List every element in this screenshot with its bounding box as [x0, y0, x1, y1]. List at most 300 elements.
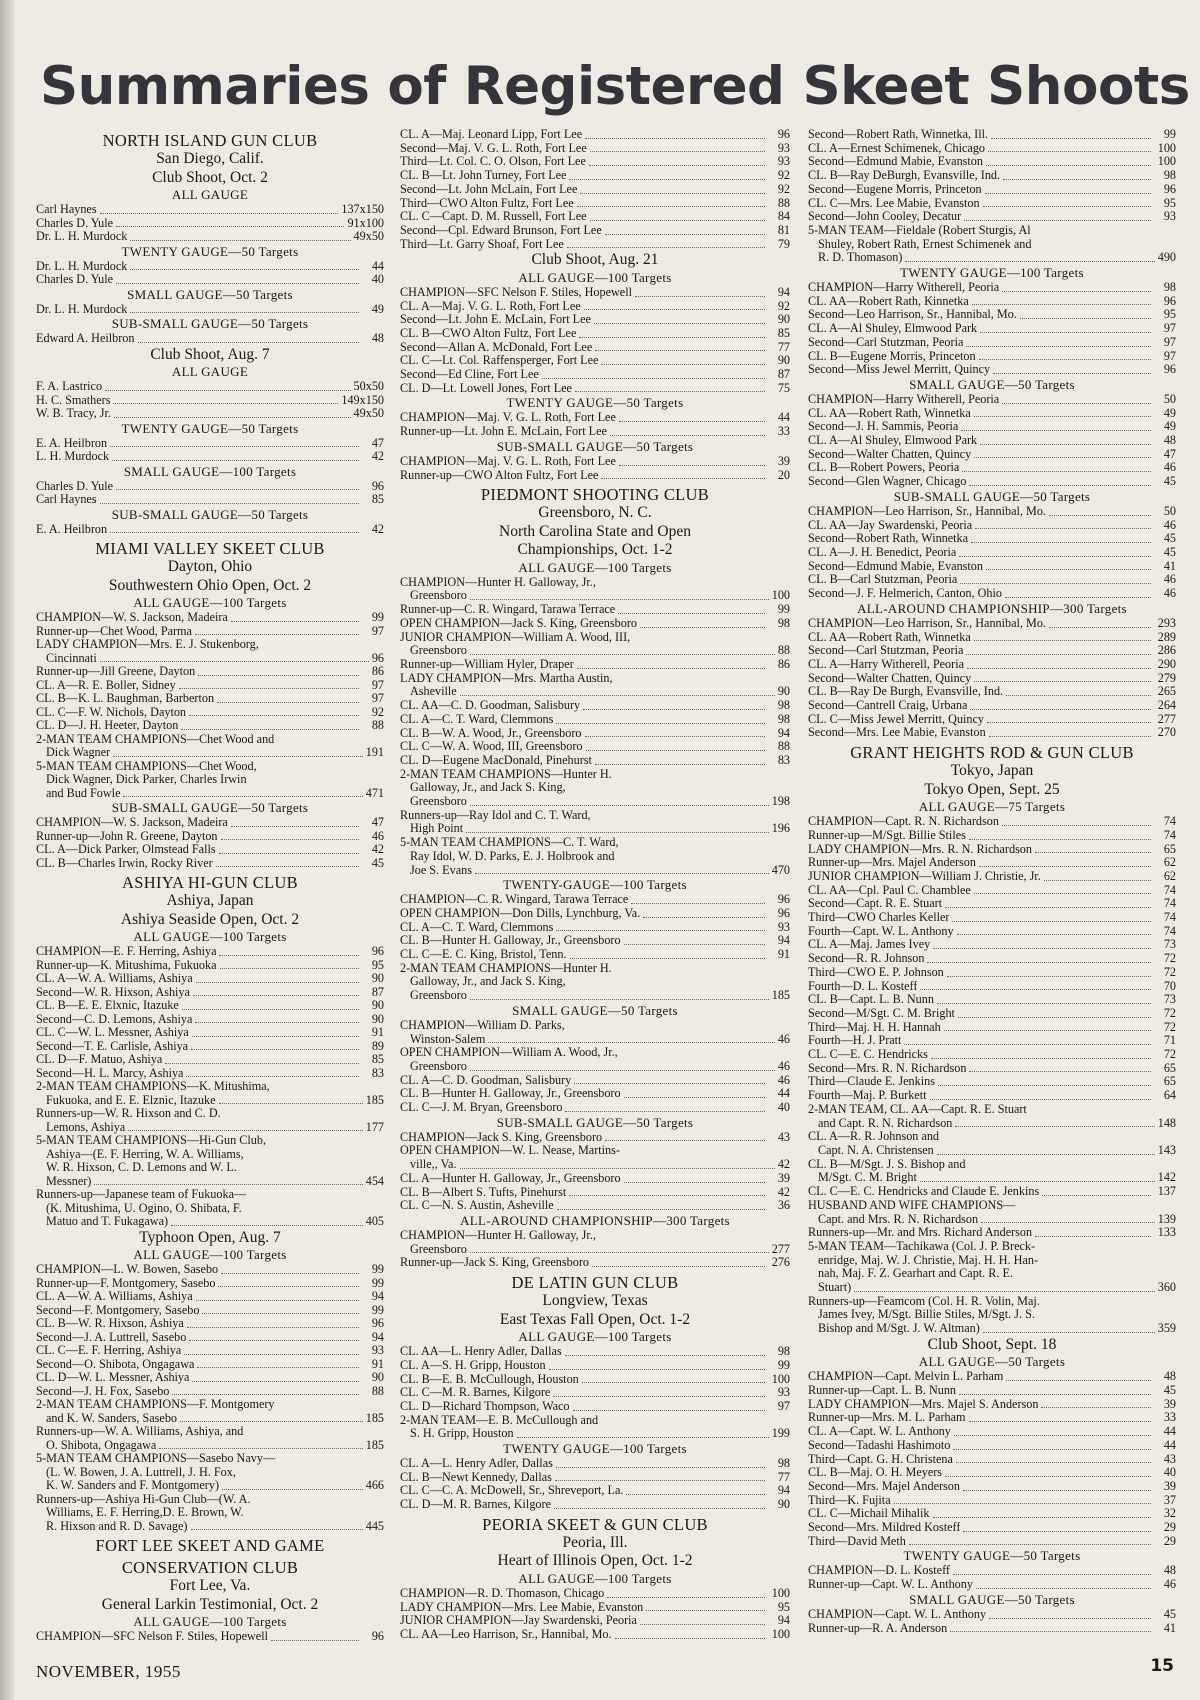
dot-leader	[110, 446, 359, 447]
result-entry	[400, 1400, 790, 1414]
dot-leader	[905, 261, 1154, 262]
score: 44	[1163, 1437, 1176, 1452]
result-entry-multiline	[36, 1452, 384, 1493]
gauge-heading: TWENTY-GAUGE—100 Targets	[503, 877, 687, 893]
dot-leader	[590, 151, 765, 152]
shooter-name: CL. A—Dick Parker, Olmstead Falls	[36, 843, 216, 856]
shooter-name: CL. B—W. A. Wood, Jr., Greensboro	[400, 726, 582, 740]
score: 191	[365, 745, 384, 759]
dot-leader	[979, 359, 1151, 360]
dot-leader	[557, 1209, 765, 1210]
dot-leader	[580, 193, 765, 194]
dot-leader	[113, 756, 363, 757]
shooter-name: LADY CHAMPION—Mrs. Majel S. Anderson	[808, 1397, 1039, 1411]
shooter-name: LADY CHAMPION—Mrs. Lee Mabie, Evanston	[400, 1600, 644, 1614]
gauge-heading: SUB-SMALL GAUGE—50 Targets	[496, 438, 694, 454]
shooter-name: CHAMPION—Maj. V. G. L. Roth, Fort Lee	[400, 411, 616, 425]
shooter-name: CL. B—E. B. McCullough, Houston	[400, 1372, 579, 1386]
score: 88	[371, 718, 384, 732]
entry-line: 2-MAN TEAM CHAMPIONS—Hunter H.	[400, 961, 612, 975]
shooter-name: CL. B—Lt. John Turney, Fort Lee	[400, 169, 567, 183]
result-entry	[808, 169, 1176, 183]
dot-leader	[488, 1042, 774, 1043]
dot-leader	[105, 390, 350, 391]
score: 97	[777, 1398, 790, 1413]
entry-final-line	[400, 1158, 790, 1172]
gauge-heading: SMALL GAUGE—50 Targets	[127, 286, 293, 302]
dot-leader	[605, 234, 765, 235]
dot-leader	[123, 796, 362, 797]
shooter-name: Fourth—Capt. W. L. Anthony	[808, 924, 954, 938]
event-heading: Championships, Oct. 1-2	[517, 541, 673, 559]
dot-leader	[983, 206, 1151, 207]
entry-final-line	[400, 1033, 790, 1047]
result-entry	[808, 884, 1176, 898]
entry-line: Ashiya—(E. F. Herring, W. A. Williams,	[46, 1147, 244, 1161]
score: 45	[371, 855, 384, 870]
score: 277	[771, 1241, 790, 1256]
score: 46	[1163, 517, 1176, 532]
score: 72	[1163, 1047, 1176, 1062]
dot-leader	[186, 1076, 359, 1077]
shooter-name: CL. A—R. E. Boller, Sidney	[36, 678, 176, 692]
dot-leader	[197, 1367, 359, 1368]
shooter-name: Second—F. Montgomery, Sasebo	[36, 1303, 200, 1317]
score: 88	[371, 1383, 384, 1398]
shooter-name: CL. B—Hunter H. Galloway, Jr., Greensboro	[400, 1087, 621, 1101]
result-entry	[808, 658, 1176, 672]
entry-final-line	[36, 1479, 384, 1493]
score: 46	[1163, 572, 1176, 587]
result-entry	[808, 1048, 1176, 1062]
score: 50	[1163, 503, 1176, 518]
score: 74	[1163, 910, 1176, 925]
score: 95	[777, 1599, 790, 1614]
shooter-name: W. B. Tracy, Jr.	[36, 407, 111, 420]
shooter-name: Third—David Meth	[808, 1534, 906, 1548]
dot-leader	[966, 346, 1151, 347]
score: 99	[777, 1357, 790, 1372]
dot-leader	[618, 613, 765, 614]
entry-final-line	[400, 864, 790, 878]
result-entry	[400, 197, 790, 211]
result-entry	[400, 1587, 790, 1601]
shooter-name: Runner-up—Mrs. Majel Anderson	[808, 856, 976, 870]
entry-line: nah, Maj. F. Z. Gearhart and Capt. R. E.	[818, 1267, 1013, 1281]
score: 72	[1163, 964, 1176, 979]
result-entry	[808, 475, 1176, 489]
dot-leader	[969, 1421, 1152, 1422]
result-entry	[36, 679, 384, 693]
entry-line: R. D. Thomason)	[818, 250, 903, 265]
shooter-name: CHAMPION—C. R. Wingard, Tarawa Terrace	[400, 893, 629, 907]
gauge-heading: ALL GAUGE	[171, 187, 249, 202]
result-entry	[400, 327, 790, 341]
dot-leader	[945, 1476, 1151, 1477]
gauge-heading: ALL GAUGE—100 Targets	[133, 1614, 287, 1629]
dot-leader	[961, 430, 1151, 431]
score: 72	[1163, 951, 1176, 966]
score: 199	[771, 1426, 790, 1441]
score: 46	[777, 1058, 790, 1073]
result-entry	[400, 1628, 790, 1642]
dot-leader	[1044, 880, 1151, 881]
entry-line: Greensboro	[410, 643, 467, 658]
entry-line: S. H. Gripp, Houston	[410, 1426, 514, 1441]
dot-leader	[466, 832, 769, 833]
entry-line: CHAMPION—Hunter H. Galloway, Jr.,	[400, 1229, 596, 1242]
dot-leader	[615, 1638, 765, 1639]
dot-leader	[607, 1597, 765, 1598]
result-entry	[808, 281, 1176, 295]
club-name-heading: PIEDMONT SHOOTING CLUB	[480, 485, 710, 505]
score: 46	[777, 1031, 790, 1046]
entry-line: Runners-up—Feamcom (Col. H. R. Volin, Maj.	[808, 1294, 1040, 1308]
dot-leader	[128, 1130, 363, 1131]
score: 32	[1163, 1506, 1176, 1521]
club-name-heading: NORTH ISLAND GUN CLUB	[102, 131, 318, 150]
score: 98	[777, 698, 790, 713]
score: 91	[777, 947, 790, 962]
dot-leader	[470, 805, 769, 806]
result-entry	[808, 1226, 1176, 1240]
score: 98	[1163, 280, 1176, 295]
score: 48	[371, 331, 384, 345]
score: 40	[371, 272, 384, 286]
score: 137x150	[341, 202, 384, 216]
result-entry	[36, 260, 384, 274]
event-heading: Ashiya, Japan	[166, 892, 254, 909]
score: 289	[1157, 629, 1176, 644]
entry-line: OPEN CHAMPION—W. L. Nease, Martins-	[400, 1144, 620, 1158]
dot-leader	[583, 709, 765, 710]
result-entry	[400, 617, 790, 631]
entry-final-line	[36, 652, 384, 666]
result-entry	[400, 1373, 790, 1387]
score: 33	[777, 424, 790, 439]
dot-leader	[231, 621, 359, 622]
shooter-name: CL. A—Maj. James Ivey	[808, 938, 931, 952]
result-entry	[808, 308, 1176, 322]
shooter-name: Second—M/Sgt. C. M. Bright	[808, 1006, 955, 1020]
result-entry	[808, 1007, 1176, 1021]
event-heading: Tokyo, Japan	[950, 762, 1034, 780]
score: 97	[371, 691, 384, 705]
gauge-heading: TWENTY GAUGE—50 Targets	[506, 395, 684, 411]
dot-leader	[218, 1286, 359, 1287]
entry-final-line	[808, 1144, 1176, 1158]
dot-leader	[553, 1396, 765, 1397]
result-entry	[808, 1521, 1176, 1535]
dot-leader	[592, 1266, 765, 1267]
score: 45	[1163, 474, 1176, 489]
shooter-name: Edward A. Heilbron	[36, 332, 135, 345]
shooter-name: Charles D. Yule	[36, 273, 114, 286]
score: 70	[1163, 978, 1176, 993]
score: 44	[371, 258, 384, 273]
score: 466	[365, 1478, 384, 1492]
result-entry	[36, 999, 384, 1013]
score: 88	[777, 739, 790, 754]
column-left	[36, 128, 384, 1648]
result-entry	[400, 727, 790, 741]
result-entry	[808, 1398, 1176, 1412]
gauge-heading: ALL-AROUND CHAMPIONSHIP—300 Targets	[460, 1213, 730, 1228]
score: 100	[771, 588, 790, 603]
shooter-name: CL. B—Ray DeBurgh, Evansville, Ind.	[808, 169, 1001, 183]
shooter-name: CL. AA—Leo Harrison, Sr., Hannibal, Mo.	[400, 1627, 612, 1641]
result-entry-multiline	[400, 1019, 790, 1046]
shooter-name: CL. C—W. L. Messner, Ashiya	[36, 1026, 189, 1039]
entry-line: Messner)	[46, 1173, 92, 1188]
result-entry	[808, 142, 1176, 156]
dot-leader	[927, 962, 1151, 963]
dot-leader	[1020, 318, 1151, 319]
shooter-name: Second—Leo Harrison, Sr., Hannibal, Mo.	[808, 308, 1017, 322]
shooter-name: CHAMPION—Capt. Melvin L. Parham	[808, 1370, 1004, 1384]
dot-leader	[470, 999, 769, 1000]
score: 90	[777, 353, 790, 368]
entry-line: ville,, Va.	[410, 1157, 457, 1172]
score: 74	[1163, 882, 1176, 897]
shooter-name: Second—Maj. V. G. L. Roth, Fort Lee	[400, 141, 587, 155]
score: 85	[371, 492, 384, 506]
gauge-heading: ALL GAUGE—100 Targets	[518, 269, 672, 285]
result-entry-multiline	[400, 1046, 790, 1073]
score: 100	[1157, 140, 1176, 155]
score: 44	[1163, 1424, 1176, 1439]
score: 98	[777, 615, 790, 630]
score: 93	[777, 919, 790, 934]
event-heading: San Diego, Calif.	[156, 150, 264, 167]
dot-leader	[577, 668, 765, 669]
dot-leader	[586, 750, 766, 751]
result-entry	[36, 986, 384, 1000]
score: 277	[1157, 711, 1176, 726]
score: 46	[1163, 1577, 1176, 1592]
result-entry-multiline	[808, 1158, 1176, 1185]
result-entry	[36, 332, 384, 346]
shooter-name: CL. C—Lt. Col. Raffensperger, Fort Lee	[400, 354, 599, 368]
event-heading: Longview, Texas	[542, 1292, 648, 1310]
dot-leader	[985, 193, 1151, 194]
event-heading: Typhoon Open, Aug. 7	[139, 1228, 281, 1246]
dot-leader	[585, 138, 765, 139]
shooter-name: CHAMPION—L. W. Bowen, Sasebo	[36, 1263, 219, 1276]
club-name-heading: ASHIYA HI-GUN CLUB	[122, 873, 298, 892]
shooter-name: CHAMPION—E. F. Herring, Ashiya	[36, 945, 217, 958]
shooter-name: CL. B—Charles Irwin, Rocky River	[36, 856, 213, 870]
dot-leader	[574, 1083, 765, 1084]
shooter-name: CHAMPION—SFC Nelson F. Stiles, Hopewell	[400, 285, 632, 299]
result-entry	[808, 925, 1176, 939]
score: 100	[771, 1371, 790, 1386]
entry-final-line	[400, 685, 790, 699]
dot-leader	[947, 976, 1151, 977]
result-entry	[808, 393, 1176, 407]
score: 44	[777, 410, 790, 425]
column-middle	[400, 128, 790, 1648]
dot-leader	[974, 416, 1151, 417]
shooter-name: CL. D—M. R. Barnes, Kilgore	[400, 1498, 551, 1512]
score: 85	[777, 325, 790, 340]
score: 99	[371, 610, 384, 624]
result-entry	[808, 546, 1176, 560]
shooter-name: E. A. Heilbron	[36, 436, 108, 450]
result-entry	[400, 1614, 790, 1628]
score: 45	[1163, 544, 1176, 559]
dot-leader	[953, 1449, 1151, 1450]
shooter-name: Second—Edmund Mabie, Evanston	[808, 155, 983, 169]
shooter-name: H. C. Smathers	[36, 393, 111, 407]
shooter-name: Second—Robert Rath, Winnetka	[808, 532, 969, 546]
score: 48	[1163, 1369, 1176, 1384]
gauge-heading: ALL GAUGE—50 Targets	[918, 1354, 1066, 1370]
shooter-name: Third—CWO E. P. Johnson	[808, 965, 944, 979]
entry-line: (L. W. Bowen, J. A. Luttrell, J. H. Fox,	[46, 1465, 236, 1479]
score: 91x100	[347, 215, 384, 230]
dot-leader	[579, 337, 765, 338]
dot-leader	[970, 709, 1151, 710]
shooter-name: Second—Miss Jewel Merritt, Quincy	[808, 363, 991, 377]
gauge-heading: ALL-AROUND CHAMPIONSHIP—300 Targets	[857, 600, 1127, 616]
shooter-name: CL. D—W. L. Messner, Ashiya	[36, 1371, 190, 1384]
result-entry	[36, 380, 384, 394]
shooter-name: CL. C—E. C. Hendricks	[808, 1048, 928, 1062]
result-entry-multiline	[808, 1130, 1176, 1157]
shooter-name: Runner-up—William Hyler, Draper	[400, 657, 574, 671]
result-entry-multiline	[400, 1414, 790, 1441]
score: 99	[371, 1302, 384, 1317]
dot-leader	[193, 995, 359, 996]
result-entry	[400, 368, 790, 382]
shooter-name: Second—Ed Cline, Fort Lee	[400, 368, 539, 382]
score: 40	[777, 1100, 790, 1115]
dot-leader	[605, 1140, 765, 1141]
result-entry	[808, 843, 1176, 857]
dot-leader	[217, 702, 359, 703]
event-heading: East Texas Fall Open, Oct. 1-2	[499, 1310, 691, 1328]
score: 94	[371, 1329, 384, 1344]
score: 42	[371, 521, 384, 536]
shooter-name: Third—CWO Charles Keller	[808, 911, 950, 925]
shooter-name: Third—Lt. Garry Shoaf, Fort Lee	[400, 237, 564, 251]
dot-leader	[221, 1273, 359, 1274]
result-entry	[808, 336, 1176, 350]
result-entry	[400, 1498, 790, 1512]
shooter-name: Third—Claude E. Jenkins	[808, 1075, 935, 1089]
shooter-name: Runner-up—Jack S. King, Greensboro	[400, 1256, 589, 1270]
dot-leader	[959, 1394, 1151, 1395]
entry-line: Winston-Salem	[410, 1031, 486, 1046]
entry-line: Greensboro	[410, 588, 467, 603]
result-entry	[808, 644, 1176, 658]
dot-leader	[159, 1448, 362, 1449]
dot-leader	[626, 1494, 765, 1495]
shooter-name: CL. AA—C. D. Goodman, Salisbury	[400, 699, 581, 713]
dot-leader	[601, 478, 765, 479]
shooter-name: CL. AA—Robert Rath, Winnetka	[808, 406, 971, 420]
entry-final-line	[36, 787, 384, 801]
shooter-name: CL. AA—Jay Swardenski, Peoria	[808, 518, 973, 532]
entry-line: 2-MAN TEAM CHAMPIONS—F. Montgomery	[36, 1398, 275, 1411]
shooter-name: CL. D—Richard Thompson, Waco	[400, 1399, 570, 1413]
score: 48	[1163, 1563, 1176, 1578]
dot-leader	[979, 866, 1151, 867]
result-entry-multiline	[36, 733, 384, 760]
dot-leader	[953, 1574, 1151, 1575]
score: 270	[1157, 725, 1176, 740]
shooter-name: Second—Mrs. Mildred Kosteff	[808, 1521, 961, 1535]
dot-leader	[220, 968, 359, 969]
shooter-name: Carl Haynes	[36, 493, 97, 506]
score: 42	[777, 1157, 790, 1172]
gauge-heading: ALL GAUGE—100 Targets	[518, 559, 672, 575]
shooter-name: CL. C—Miss Jewel Merritt, Quincy	[808, 712, 985, 726]
entry-line: CHAMPION—Hunter H. Galloway, Jr.,	[400, 575, 596, 589]
result-entry	[36, 1013, 384, 1027]
shooter-name: OPEN CHAMPION—Don Dills, Lynchburg, Va.	[400, 906, 641, 920]
dot-leader	[937, 1154, 1155, 1155]
entry-final-line	[36, 1121, 384, 1135]
dot-leader	[219, 853, 359, 854]
result-entry	[808, 183, 1176, 197]
result-entry	[400, 455, 790, 469]
result-entry	[36, 843, 384, 857]
result-entry	[400, 1359, 790, 1373]
result-entry-multiline	[36, 1134, 384, 1188]
score: 98	[777, 1456, 790, 1471]
dot-leader	[933, 1517, 1151, 1518]
result-entry	[36, 706, 384, 720]
score: 74	[1163, 827, 1176, 842]
entry-line: Greensboro	[410, 1241, 467, 1256]
entry-line: CHAMPION—William D. Parks,	[400, 1018, 565, 1032]
dot-leader	[589, 165, 765, 166]
shooter-name: CL. D—Eugene MacDonald, Pinehurst	[400, 753, 592, 767]
score: 90	[777, 312, 790, 327]
score: 276	[771, 1255, 790, 1270]
score: 42	[371, 449, 384, 463]
club-name-heading: PEORIA SKEET & GUN CLUB	[482, 1514, 708, 1534]
result-entry-multiline	[36, 638, 384, 665]
score: 95	[1163, 307, 1176, 322]
shooter-name: Second—Mrs. Lee Mabie, Evanston	[808, 726, 986, 740]
shooter-name: Second—Eugene Morris, Princeton	[808, 182, 982, 196]
dot-leader	[549, 1369, 765, 1370]
shooter-name: Second—Lt. John McLain, Fort Lee	[400, 182, 578, 196]
shooter-name: Fourth—H. J. Pratt	[808, 1034, 902, 1048]
shooter-name: CL. A—C. T. Ward, Clemmons	[400, 920, 554, 934]
score: 72	[1163, 1005, 1176, 1020]
dot-leader	[964, 220, 1151, 221]
result-entry	[400, 1172, 790, 1186]
dot-leader	[945, 907, 1151, 908]
footer-page-number: 15	[1150, 1656, 1174, 1676]
shooter-name: F. A. Lastrico	[36, 380, 103, 393]
entry-line: Shuley, Robert Rath, Ernest Schimenek and	[818, 237, 1032, 251]
shooter-name: CL. A—Maj. V. G. L. Roth, Fort Lee	[400, 299, 581, 313]
shooter-name: CL. A—J. H. Benedict, Peoria	[808, 545, 957, 559]
result-entry	[400, 469, 790, 483]
score: 45	[1163, 531, 1176, 546]
result-entry	[400, 699, 790, 713]
score: 470	[771, 862, 790, 877]
result-entry	[36, 450, 384, 464]
dot-leader	[1006, 1380, 1151, 1381]
result-entry	[808, 815, 1176, 829]
result-entry-multiline	[400, 809, 790, 836]
